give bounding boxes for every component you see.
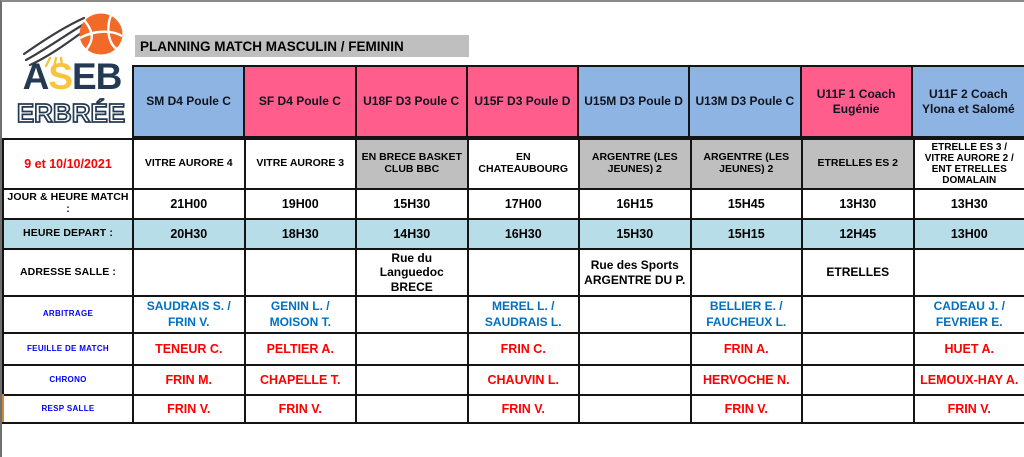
cell-heure-depart-col2[interactable]: 18H30	[246, 220, 358, 250]
cell-opponents-col3[interactable]: EN BRECE BASKET CLUB BBC	[357, 140, 469, 190]
cell-jour-heure-match-col5[interactable]: 16H15	[580, 190, 692, 220]
column-header-6[interactable]: U13M D3 Poule C	[690, 67, 801, 136]
row-label-jour-heure-match[interactable]: JOUR & HEURE MATCH :	[4, 190, 134, 220]
column-header-7[interactable]: U11F 1 Coach Eugénie	[802, 67, 913, 136]
cell-opponents-col1[interactable]: VITRE AURORE 4	[134, 140, 246, 190]
cell-feuille-de-match-col5[interactable]	[580, 334, 692, 366]
cell-opponents-col5[interactable]: ARGENTRE (LES JEUNES) 2	[580, 140, 692, 190]
row-label-heure-depart[interactable]: HEURE DEPART :	[4, 220, 134, 250]
club-logo	[2, 2, 134, 138]
cell-chrono-col1[interactable]: FRIN M.	[134, 366, 246, 396]
column-header-4[interactable]: U15F D3 Poule D	[468, 67, 579, 136]
column-header-2[interactable]: SF D4 Poule C	[245, 67, 356, 136]
cell-resp-salle-col4[interactable]: FRIN V.	[469, 396, 581, 424]
planning-grid	[2, 138, 1024, 424]
cell-opponents-col6[interactable]: ARGENTRE (LES JEUNES) 2	[692, 140, 804, 190]
cell-jour-heure-match-col2[interactable]: 19H00	[246, 190, 358, 220]
left-accent-border	[2, 394, 4, 422]
cell-arbitrage-col5[interactable]	[580, 297, 692, 334]
cell-resp-salle-col1[interactable]: FRIN V.	[134, 396, 246, 424]
cell-adresse-salle-col3[interactable]: Rue du Languedoc BRECE	[357, 250, 469, 297]
cell-resp-salle-col5[interactable]	[580, 396, 692, 424]
row-label-feuille-de-match[interactable]: FEUILLE DE MATCH	[4, 334, 134, 366]
column-header-8[interactable]: U11F 2 Coach Ylona et Salomé	[913, 67, 1024, 136]
cell-opponents-col2[interactable]: VITRE AURORE 3	[246, 140, 358, 190]
cell-arbitrage-col3[interactable]	[357, 297, 469, 334]
cell-chrono-col7[interactable]	[803, 366, 915, 396]
cell-resp-salle-col7[interactable]	[803, 396, 915, 424]
cell-resp-salle-col6[interactable]: FRIN V.	[692, 396, 804, 424]
column-header-3[interactable]: U18F D3 Poule C	[357, 67, 468, 136]
cell-jour-heure-match-col6[interactable]: 15H45	[692, 190, 804, 220]
cell-adresse-salle-col2[interactable]	[246, 250, 358, 297]
cell-adresse-salle-col1[interactable]	[134, 250, 246, 297]
row-label-adresse-salle[interactable]: ADRESSE SALLE :	[4, 250, 134, 297]
cell-jour-heure-match-col1[interactable]: 21H00	[134, 190, 246, 220]
cell-jour-heure-match-col8[interactable]: 13H30	[915, 190, 1024, 220]
cell-arbitrage-col6[interactable]: BELLIER E. / FAUCHEUX L.	[692, 297, 804, 334]
cell-arbitrage-col7[interactable]	[803, 297, 915, 334]
club-name-part: EB	[72, 56, 122, 97]
cell-chrono-col4[interactable]: CHAUVIN L.	[469, 366, 581, 396]
row-label-opponents[interactable]: 9 et 10/10/2021	[4, 140, 134, 190]
cell-chrono-col8[interactable]: LEMOUX-HAY A.	[915, 366, 1024, 396]
cell-heure-depart-col5[interactable]: 15H30	[580, 220, 692, 250]
cell-heure-depart-col8[interactable]: 13H00	[915, 220, 1024, 250]
cell-resp-salle-col8[interactable]: FRIN V.	[915, 396, 1024, 424]
column-header-1[interactable]: SM D4 Poule C	[134, 67, 245, 136]
cell-feuille-de-match-col4[interactable]: FRIN C.	[469, 334, 581, 366]
cell-arbitrage-col8[interactable]: CADEAU J. / FEVRIER E.	[915, 297, 1024, 334]
cell-chrono-col2[interactable]: CHAPELLE T.	[246, 366, 358, 396]
cell-adresse-salle-col5[interactable]: Rue des Sports ARGENTRE DU P.	[580, 250, 692, 297]
club-name-part-accent: S	[48, 56, 72, 97]
cell-heure-depart-col3[interactable]: 14H30	[357, 220, 469, 250]
cell-jour-heure-match-col4[interactable]: 17H00	[469, 190, 581, 220]
cell-arbitrage-col1[interactable]: SAUDRAIS S. / FRIN V.	[134, 297, 246, 334]
cell-jour-heure-match-col7[interactable]: 13H30	[803, 190, 915, 220]
cell-chrono-col5[interactable]	[580, 366, 692, 396]
cell-arbitrage-col2[interactable]: GENIN L. / MOISON T.	[246, 297, 358, 334]
cell-adresse-salle-col6[interactable]	[692, 250, 804, 297]
row-label-resp-salle[interactable]: RESP SALLE	[4, 396, 134, 424]
club-name	[16, 58, 128, 95]
row-label-chrono[interactable]: CHRONO	[4, 366, 134, 396]
cell-opponents-col4[interactable]: EN CHATEAUBOURG	[469, 140, 581, 190]
cell-heure-depart-col7[interactable]: 12H45	[803, 220, 915, 250]
cell-resp-salle-col3[interactable]	[357, 396, 469, 424]
cell-jour-heure-match-col3[interactable]: 15H30	[357, 190, 469, 220]
cell-adresse-salle-col7[interactable]: ETRELLES	[803, 250, 915, 297]
cell-feuille-de-match-col3[interactable]	[357, 334, 469, 366]
cell-feuille-de-match-col8[interactable]: HUET A.	[915, 334, 1024, 366]
club-name-part: A	[22, 56, 49, 97]
cell-heure-depart-col4[interactable]: 16H30	[469, 220, 581, 250]
cell-opponents-col8[interactable]: ETRELLE ES 3 / VITRE AURORE 2 / ENT ETRELLES DOMALAIN	[915, 140, 1024, 190]
basketball-icon	[78, 12, 124, 56]
row-label-arbitrage[interactable]: ARBITRAGE	[4, 297, 134, 334]
cell-adresse-salle-col4[interactable]	[469, 250, 581, 297]
page-title[interactable]: PLANNING MATCH MASCULIN / FEMININ	[135, 35, 469, 57]
column-header-5[interactable]: U15M D3 Poule D	[579, 67, 690, 136]
cell-chrono-col6[interactable]: HERVOCHE N.	[692, 366, 804, 396]
cell-feuille-de-match-col1[interactable]: TENEUR C.	[134, 334, 246, 366]
cell-chrono-col3[interactable]	[357, 366, 469, 396]
category-header-row	[132, 65, 1024, 138]
cell-feuille-de-match-col6[interactable]: FRIN A.	[692, 334, 804, 366]
cell-adresse-salle-col8[interactable]	[915, 250, 1024, 297]
cell-feuille-de-match-col7[interactable]	[803, 334, 915, 366]
club-city: ERBRÉE	[16, 98, 126, 128]
cell-arbitrage-col4[interactable]: MEREL L. / SAUDRAIS L.	[469, 297, 581, 334]
cell-heure-depart-col6[interactable]: 15H15	[692, 220, 804, 250]
cell-resp-salle-col2[interactable]: FRIN V.	[246, 396, 358, 424]
cell-opponents-col7[interactable]: ETRELLES ES 2	[803, 140, 915, 190]
cell-feuille-de-match-col2[interactable]: PELTIER A.	[246, 334, 358, 366]
cell-heure-depart-col1[interactable]: 20H30	[134, 220, 246, 250]
